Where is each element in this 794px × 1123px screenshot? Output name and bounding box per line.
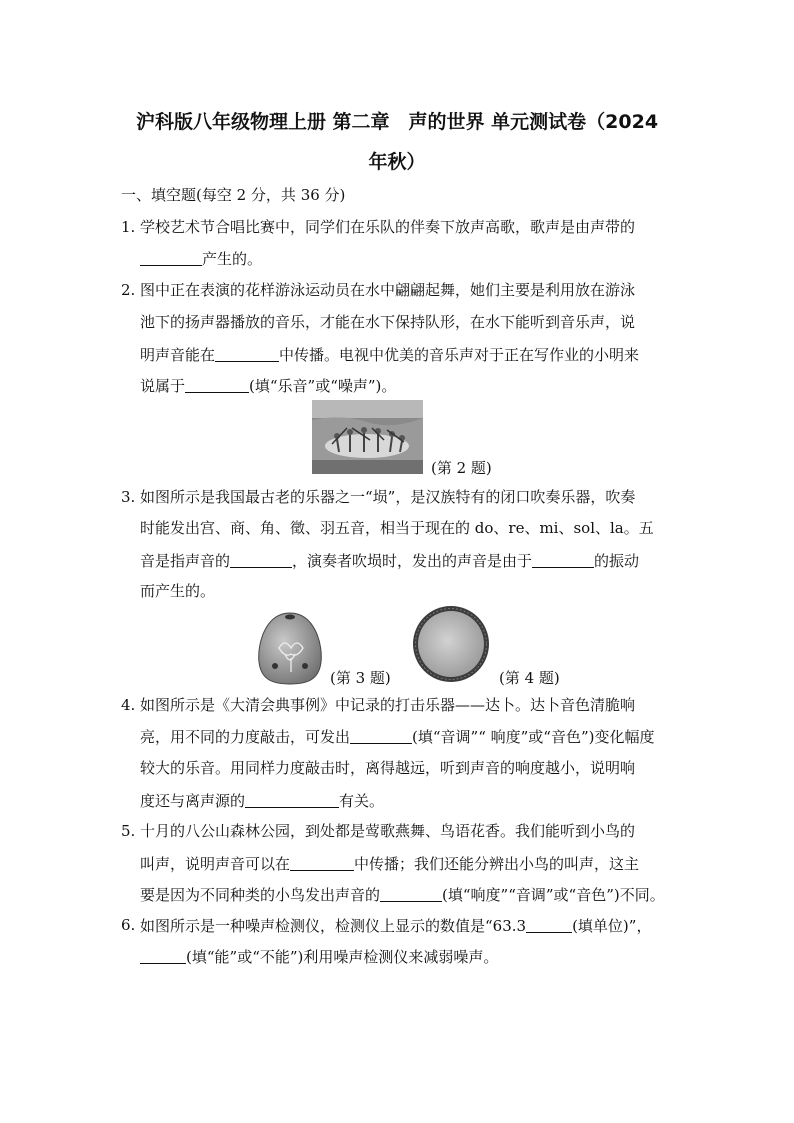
question-text: 说属于 (填“乐音”或“噪声”)。	[140, 377, 397, 395]
question-number: 1.	[121, 218, 136, 236]
question-text: 产生的。	[140, 251, 262, 267]
question-text: 要是因为不同种类的小鸟发出声音的 (填“响度”“音调”或“音色”)不同。	[140, 886, 665, 904]
question-number: 3.	[121, 488, 136, 506]
answer-blank[interactable]	[532, 553, 594, 568]
answer-blank[interactable]	[526, 918, 572, 933]
answer-blank[interactable]	[350, 729, 412, 744]
question-text: 而产生的。	[140, 582, 216, 600]
question-text: 如图所示是我国最古老的乐器之一“埙”，是汉族特有的闭口吹奏乐器，吹奏	[140, 488, 636, 506]
question-number: 6.	[121, 916, 136, 934]
question-text: 时能发出宫、商、角、徵、羽五音，相当于现在的 do、re、mi、sol、la。五	[140, 519, 654, 537]
question-text: 音是指声音的 ，演奏者吹埙时，发出的声音是由于 的振动	[140, 552, 640, 570]
section-heading: 一、填空题(每空 2 分，共 36 分)	[121, 186, 346, 204]
page-title-line1: 沪科版八年级物理上册 第二章 声的世界 单元测试卷（2024	[135, 111, 659, 133]
question-number: 5.	[121, 822, 136, 840]
answer-blank[interactable]	[140, 251, 202, 266]
question-text: 图中正在表演的花样游泳运动员在水中翩翩起舞，她们主要是利用放在游泳	[140, 281, 636, 299]
answer-blank[interactable]	[215, 347, 279, 362]
question-text: 明声音能在 中传播。电视中优美的音乐声对于正在写作业的小明来	[140, 346, 640, 364]
answer-blank[interactable]	[380, 887, 442, 902]
question-text: (填“能”或“不能”)利用噪声检测仪来减弱噪声。	[140, 949, 498, 965]
question-text: 较大的乐音。用同样力度敲击时，离得越远，听到声音的响度越小，说明响	[140, 759, 636, 777]
question-text: 度还与离声源的 有关。	[140, 792, 385, 810]
answer-blank[interactable]	[185, 378, 249, 393]
question-text: 学校艺术节合唱比赛中，同学们在乐队的伴奏下放声高歌，歌声是由声带的	[140, 218, 636, 236]
figure-caption: (第 4 题)	[499, 669, 560, 687]
dabu-drum-image	[411, 604, 491, 684]
question-text: 亮，用不同的力度敲击，可发出 (填“音调”“ 响度”或“音色”)变化幅度	[140, 728, 655, 746]
question-text: 如图所示是一种噪声检测仪，检测仪上显示的数值是“63.3 (填单位)”，	[140, 917, 652, 935]
page-title-line2: 年秋）	[368, 151, 426, 173]
figure-caption: (第 2 题)	[431, 459, 492, 477]
question-number: 2.	[121, 281, 136, 299]
answer-blank[interactable]	[290, 856, 354, 871]
question-number: 4.	[121, 696, 136, 714]
question-text: 十月的八公山森林公园，到处都是莺歌燕舞、鸟语花香。我们能听到小鸟的	[140, 822, 636, 840]
answer-blank[interactable]	[230, 553, 292, 568]
xun-instrument-image	[255, 610, 325, 686]
question-text: 如图所示是《大清会典事例》中记录的打击乐器——达卜。达卜音色清脆响	[140, 696, 636, 714]
question-text: 池下的扬声器播放的音乐，才能在水下保持队形，在水下能听到音乐声，说	[140, 313, 636, 331]
figure-caption: (第 3 题)	[330, 669, 391, 687]
question-text: 叫声，说明声音可以在 中传播；我们还能分辨出小鸟的叫声，这主	[140, 855, 640, 873]
answer-blank[interactable]	[140, 949, 186, 964]
synchronized-swimming-photo	[312, 400, 423, 474]
answer-blank[interactable]	[245, 793, 339, 808]
